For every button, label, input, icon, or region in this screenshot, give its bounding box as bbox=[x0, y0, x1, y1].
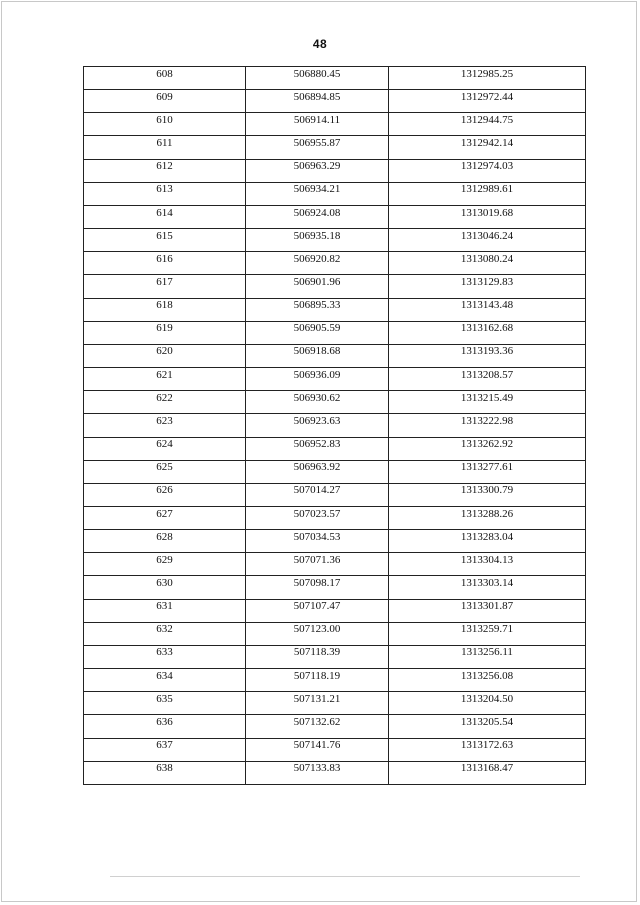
y-coordinate-cell bbox=[389, 738, 586, 761]
table-row bbox=[84, 622, 586, 645]
table-row bbox=[84, 159, 586, 182]
table-row bbox=[84, 645, 586, 668]
point-number-cell bbox=[84, 530, 246, 553]
cell-text: 1313080.24 bbox=[460, 252, 514, 265]
point-number-cell bbox=[84, 715, 246, 738]
cell-text: 630 bbox=[156, 577, 173, 590]
x-coordinate-cell bbox=[246, 182, 389, 205]
table-row bbox=[84, 67, 586, 90]
y-coordinate-cell bbox=[389, 761, 586, 784]
point-number-cell bbox=[84, 368, 246, 391]
cell-text: 507034.53 bbox=[293, 530, 341, 543]
cell-text: 506920.82 bbox=[293, 252, 341, 265]
y-coordinate-cell bbox=[389, 692, 586, 715]
cell-text: 506924.08 bbox=[293, 206, 341, 219]
y-coordinate-cell bbox=[389, 669, 586, 692]
y-coordinate-cell bbox=[389, 136, 586, 159]
cell-text: 610 bbox=[156, 113, 173, 126]
cell-text: 1313259.71 bbox=[460, 623, 514, 636]
point-number-cell bbox=[84, 182, 246, 205]
y-coordinate-cell bbox=[389, 298, 586, 321]
table-row bbox=[84, 113, 586, 136]
cell-text: 616 bbox=[156, 252, 173, 265]
cell-text: 1313277.61 bbox=[460, 461, 514, 474]
cell-text: 506963.29 bbox=[293, 160, 341, 173]
cell-text: 611 bbox=[156, 137, 173, 150]
cell-text: 507071.36 bbox=[293, 553, 341, 566]
cell-text: 1313288.26 bbox=[460, 507, 514, 520]
y-coordinate-cell bbox=[389, 530, 586, 553]
cell-text: 507023.57 bbox=[293, 507, 341, 520]
cell-text: 1313303.14 bbox=[460, 577, 514, 590]
x-coordinate-cell bbox=[246, 692, 389, 715]
table-row bbox=[84, 553, 586, 576]
cell-text: 1313162.68 bbox=[460, 322, 514, 335]
y-coordinate-cell bbox=[389, 599, 586, 622]
cell-text: 506914.11 bbox=[293, 113, 341, 126]
cell-text: 627 bbox=[156, 507, 173, 520]
table-row bbox=[84, 530, 586, 553]
x-coordinate-cell bbox=[246, 90, 389, 113]
point-number-cell bbox=[84, 506, 246, 529]
cell-text: 620 bbox=[156, 345, 173, 358]
y-coordinate-cell bbox=[389, 645, 586, 668]
x-coordinate-cell bbox=[246, 460, 389, 483]
cell-text: 621 bbox=[156, 368, 173, 381]
table-row bbox=[84, 205, 586, 228]
y-coordinate-cell bbox=[389, 229, 586, 252]
table-row bbox=[84, 599, 586, 622]
table-row bbox=[84, 182, 586, 205]
point-number-cell bbox=[84, 669, 246, 692]
cell-text: 507118.39 bbox=[293, 646, 341, 659]
y-coordinate-cell bbox=[389, 715, 586, 738]
table-row bbox=[84, 576, 586, 599]
y-coordinate-cell bbox=[389, 275, 586, 298]
x-coordinate-cell bbox=[246, 229, 389, 252]
y-coordinate-cell bbox=[389, 67, 586, 90]
cell-text: 624 bbox=[156, 438, 173, 451]
cell-text: 507131.21 bbox=[293, 692, 341, 705]
x-coordinate-cell bbox=[246, 391, 389, 414]
cell-text: 629 bbox=[156, 553, 173, 566]
cell-text: 507133.83 bbox=[293, 762, 341, 775]
cell-text: 619 bbox=[156, 322, 173, 335]
x-coordinate-cell bbox=[246, 669, 389, 692]
table-row bbox=[84, 252, 586, 275]
cell-text: 628 bbox=[156, 530, 173, 543]
cell-text: 507123.00 bbox=[293, 623, 341, 636]
y-coordinate-cell bbox=[389, 252, 586, 275]
cell-text: 1313143.48 bbox=[460, 299, 514, 312]
point-number-cell bbox=[84, 460, 246, 483]
cell-text: 638 bbox=[156, 762, 173, 775]
y-coordinate-cell bbox=[389, 113, 586, 136]
y-coordinate-cell bbox=[389, 321, 586, 344]
point-number-cell bbox=[84, 205, 246, 228]
point-number-cell bbox=[84, 576, 246, 599]
cell-text: 1313283.04 bbox=[460, 530, 514, 543]
cell-text: 1313019.68 bbox=[460, 206, 514, 219]
cell-text: 609 bbox=[156, 90, 173, 103]
table-row bbox=[84, 414, 586, 437]
y-coordinate-cell bbox=[389, 553, 586, 576]
x-coordinate-cell bbox=[246, 252, 389, 275]
table-row bbox=[84, 321, 586, 344]
y-coordinate-cell bbox=[389, 622, 586, 645]
cell-text: 1313193.36 bbox=[460, 345, 514, 358]
y-coordinate-cell bbox=[389, 182, 586, 205]
cell-text: 1313300.79 bbox=[460, 484, 514, 497]
cell-text: 506952.83 bbox=[293, 438, 341, 451]
point-number-cell bbox=[84, 136, 246, 159]
y-coordinate-cell bbox=[389, 344, 586, 367]
cell-text: 623 bbox=[156, 414, 173, 427]
cell-text: 507014.27 bbox=[293, 484, 341, 497]
cell-text: 632 bbox=[156, 623, 173, 636]
point-number-cell bbox=[84, 159, 246, 182]
cell-text: 506934.21 bbox=[293, 183, 341, 196]
point-number-cell bbox=[84, 275, 246, 298]
cell-text: 608 bbox=[156, 67, 173, 80]
y-coordinate-cell bbox=[389, 506, 586, 529]
cell-text: 506880.45 bbox=[293, 67, 341, 80]
cell-text: 1313205.54 bbox=[460, 715, 514, 728]
table-row bbox=[84, 275, 586, 298]
x-coordinate-cell bbox=[246, 599, 389, 622]
x-coordinate-cell bbox=[246, 761, 389, 784]
point-number-cell bbox=[84, 113, 246, 136]
y-coordinate-cell bbox=[389, 391, 586, 414]
x-coordinate-cell bbox=[246, 113, 389, 136]
point-number-cell bbox=[84, 252, 246, 275]
coordinates-table-body bbox=[84, 67, 586, 785]
cell-text: 1312985.25 bbox=[460, 67, 514, 80]
table-row bbox=[84, 715, 586, 738]
y-coordinate-cell bbox=[389, 368, 586, 391]
cell-text: 507118.19 bbox=[293, 669, 341, 682]
x-coordinate-cell bbox=[246, 483, 389, 506]
cell-text: 506894.85 bbox=[293, 90, 341, 103]
x-coordinate-cell bbox=[246, 622, 389, 645]
cell-text: 507107.47 bbox=[293, 600, 341, 613]
y-coordinate-cell bbox=[389, 483, 586, 506]
table-row bbox=[84, 460, 586, 483]
x-coordinate-cell bbox=[246, 645, 389, 668]
x-coordinate-cell bbox=[246, 553, 389, 576]
cell-text: 637 bbox=[156, 739, 173, 752]
cell-text: 1313304.13 bbox=[460, 553, 514, 566]
cell-text: 507098.17 bbox=[293, 577, 341, 590]
cell-text: 507141.76 bbox=[293, 739, 341, 752]
cell-text: 625 bbox=[156, 461, 173, 474]
cell-text: 1313129.83 bbox=[460, 275, 514, 288]
point-number-cell bbox=[84, 67, 246, 90]
x-coordinate-cell bbox=[246, 321, 389, 344]
cell-text: 615 bbox=[156, 229, 173, 242]
cell-text: 1312974.03 bbox=[460, 160, 514, 173]
cell-text: 506936.09 bbox=[293, 368, 341, 381]
table-row bbox=[84, 506, 586, 529]
y-coordinate-cell bbox=[389, 460, 586, 483]
table-row bbox=[84, 761, 586, 784]
point-number-cell bbox=[84, 692, 246, 715]
point-number-cell bbox=[84, 414, 246, 437]
cell-text: 506918.68 bbox=[293, 345, 341, 358]
table-row bbox=[84, 90, 586, 113]
x-coordinate-cell bbox=[246, 368, 389, 391]
point-number-cell bbox=[84, 229, 246, 252]
cell-text: 1313172.63 bbox=[460, 739, 514, 752]
footer-rule bbox=[110, 876, 580, 877]
table-row bbox=[84, 229, 586, 252]
cell-text: 634 bbox=[156, 669, 173, 682]
x-coordinate-cell bbox=[246, 205, 389, 228]
cell-text: 1312972.44 bbox=[460, 90, 514, 103]
cell-text: 1313262.92 bbox=[460, 438, 514, 451]
cell-text: 613 bbox=[156, 183, 173, 196]
cell-text: 1312989.61 bbox=[460, 183, 514, 196]
cell-text: 622 bbox=[156, 391, 173, 404]
cell-text: 506963.92 bbox=[293, 461, 341, 474]
cell-text: 626 bbox=[156, 484, 173, 497]
x-coordinate-cell bbox=[246, 738, 389, 761]
cell-text: 1313301.87 bbox=[460, 600, 514, 613]
cell-text: 1313256.08 bbox=[460, 669, 514, 682]
table-row bbox=[84, 692, 586, 715]
point-number-cell bbox=[84, 90, 246, 113]
cell-text: 1313204.50 bbox=[460, 692, 514, 705]
y-coordinate-cell bbox=[389, 90, 586, 113]
y-coordinate-cell bbox=[389, 414, 586, 437]
coordinates-table bbox=[83, 66, 586, 785]
cell-text: 506935.18 bbox=[293, 229, 341, 242]
cell-text: 631 bbox=[156, 600, 173, 613]
point-number-cell bbox=[84, 599, 246, 622]
cell-text: 506923.63 bbox=[293, 414, 341, 427]
cell-text: 635 bbox=[156, 692, 173, 705]
cell-text: 506930.62 bbox=[293, 391, 341, 404]
table-row bbox=[84, 437, 586, 460]
x-coordinate-cell bbox=[246, 275, 389, 298]
point-number-cell bbox=[84, 645, 246, 668]
cell-text: 618 bbox=[156, 299, 173, 312]
cell-text: 1312944.75 bbox=[460, 113, 514, 126]
y-coordinate-cell bbox=[389, 159, 586, 182]
cell-text: 636 bbox=[156, 715, 173, 728]
x-coordinate-cell bbox=[246, 506, 389, 529]
table-row bbox=[84, 483, 586, 506]
point-number-cell bbox=[84, 553, 246, 576]
table-row bbox=[84, 298, 586, 321]
cell-text: 506895.33 bbox=[293, 299, 341, 312]
cell-text: 633 bbox=[156, 646, 173, 659]
cell-text: 507132.62 bbox=[293, 715, 341, 728]
x-coordinate-cell bbox=[246, 530, 389, 553]
point-number-cell bbox=[84, 298, 246, 321]
point-number-cell bbox=[84, 483, 246, 506]
table-row bbox=[84, 391, 586, 414]
cell-text: 506901.96 bbox=[293, 275, 341, 288]
table-row bbox=[84, 738, 586, 761]
cell-text: 617 bbox=[156, 275, 173, 288]
cell-text: 1313215.49 bbox=[460, 391, 514, 404]
cell-text: 1313046.24 bbox=[460, 229, 514, 242]
cell-text: 1313256.11 bbox=[461, 646, 513, 659]
table-row bbox=[84, 136, 586, 159]
x-coordinate-cell bbox=[246, 576, 389, 599]
x-coordinate-cell bbox=[246, 298, 389, 321]
point-number-cell bbox=[84, 321, 246, 344]
page-number: 48 bbox=[312, 37, 328, 51]
cell-text: 1313208.57 bbox=[460, 368, 514, 381]
point-number-cell bbox=[84, 437, 246, 460]
point-number-cell bbox=[84, 738, 246, 761]
point-number-cell bbox=[84, 344, 246, 367]
cell-text: 506905.59 bbox=[293, 322, 341, 335]
point-number-cell bbox=[84, 761, 246, 784]
table-row bbox=[84, 344, 586, 367]
x-coordinate-cell bbox=[246, 67, 389, 90]
x-coordinate-cell bbox=[246, 414, 389, 437]
y-coordinate-cell bbox=[389, 576, 586, 599]
cell-text: 614 bbox=[156, 206, 173, 219]
x-coordinate-cell bbox=[246, 715, 389, 738]
x-coordinate-cell bbox=[246, 159, 389, 182]
point-number-cell bbox=[84, 622, 246, 645]
cell-text: 1313168.47 bbox=[460, 762, 514, 775]
cell-text: 1312942.14 bbox=[460, 137, 514, 150]
x-coordinate-cell bbox=[246, 437, 389, 460]
y-coordinate-cell bbox=[389, 205, 586, 228]
cell-text: 506955.87 bbox=[293, 137, 341, 150]
cell-text: 1313222.98 bbox=[460, 414, 514, 427]
y-coordinate-cell bbox=[389, 437, 586, 460]
x-coordinate-cell bbox=[246, 344, 389, 367]
x-coordinate-cell bbox=[246, 136, 389, 159]
cell-text: 612 bbox=[156, 160, 173, 173]
table-row bbox=[84, 368, 586, 391]
point-number-cell bbox=[84, 391, 246, 414]
table-row bbox=[84, 669, 586, 692]
